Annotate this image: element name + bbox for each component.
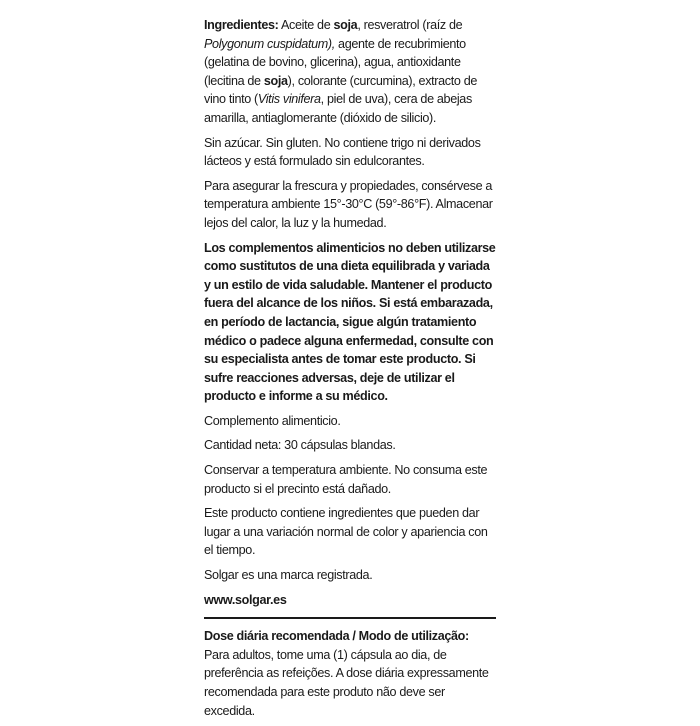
storage-statement: Para asegurar la frescura y propiedades, consérvese a temperatura ambiente 15°-30°C (59°-86°F). Almacenar lejos del calor, la luz y la humedad. <box>204 178 493 230</box>
website-link[interactable]: www.solgar.es <box>204 592 287 607</box>
dose-text-pt: Para adultos, tome uma (1) cápsula ao dia, de preferência as refeições. A dose diária expressamente recomendada para este produto não deve ser excedida. <box>204 647 489 718</box>
ingredients-text-2: , resveratrol (raíz de <box>357 18 463 32</box>
latin-name-polygonum: Polygonum cuspidatum), <box>204 36 335 51</box>
latin-name-vitis: Vitis vinifera <box>257 92 321 107</box>
trademark-note: Solgar es una marca registrada. <box>204 568 373 583</box>
keep-note: Conservar a temperatura ambiente. No consuma este producto si el precinto está dañado. <box>204 463 488 496</box>
warning-statement: Los complementos alimenticios no deben utilizarse como sustitutos de una dieta equilibrada y variada y un estilo de vida saludable. Mantener el producto fuera del alcance de los niños. Si está embarazada, en período de lactancia, sigue algún tratamiento médico o padece alguna enfermedad, consulte con su especialista antes de tomar este producto. Si sufre reacciones adversas, deje de utilizar el producto e informe a su médico. <box>204 240 496 404</box>
allergen-soja-2: soja <box>263 73 288 88</box>
ingredients-text-3: agente de recubrimiento (gelatina de bovino, glicerina), agua, antioxidante (lecitina de <box>204 36 466 88</box>
dose-heading-pt: Dose diária recomendada / Modo de utilização: <box>204 629 469 644</box>
ingredients-text-1: Aceite de <box>278 18 334 32</box>
section-divider <box>204 617 496 619</box>
ingredients-heading: Ingredientes: <box>204 18 279 32</box>
product-label-text <box>204 16 496 726</box>
dose-paragraph-pt <box>204 627 496 720</box>
ingredients-text-5: , piel de uva), cera de abejas amarilla, antiaglomerante (dióxido de silicio). <box>204 92 472 125</box>
net-quantity: Cantidad neta: 30 cápsulas blandas. <box>204 438 396 453</box>
ingredients-paragraph <box>204 16 496 128</box>
free-from-statement: Sin azúcar. Sin gluten. No contiene trigo ni derivados lácteos y está formulado sin edulcorantes. <box>204 135 481 169</box>
allergen-soja-1: soja <box>333 18 358 32</box>
variation-note: Este producto contiene ingredientes que pueden dar lugar a una variación normal de color y apariencia con el tiempo. <box>204 506 488 558</box>
ingredients-text-4: ), colorante (curcumina), extracto de vino tinto ( <box>204 73 478 107</box>
product-type: Complemento alimenticio. <box>204 413 341 428</box>
